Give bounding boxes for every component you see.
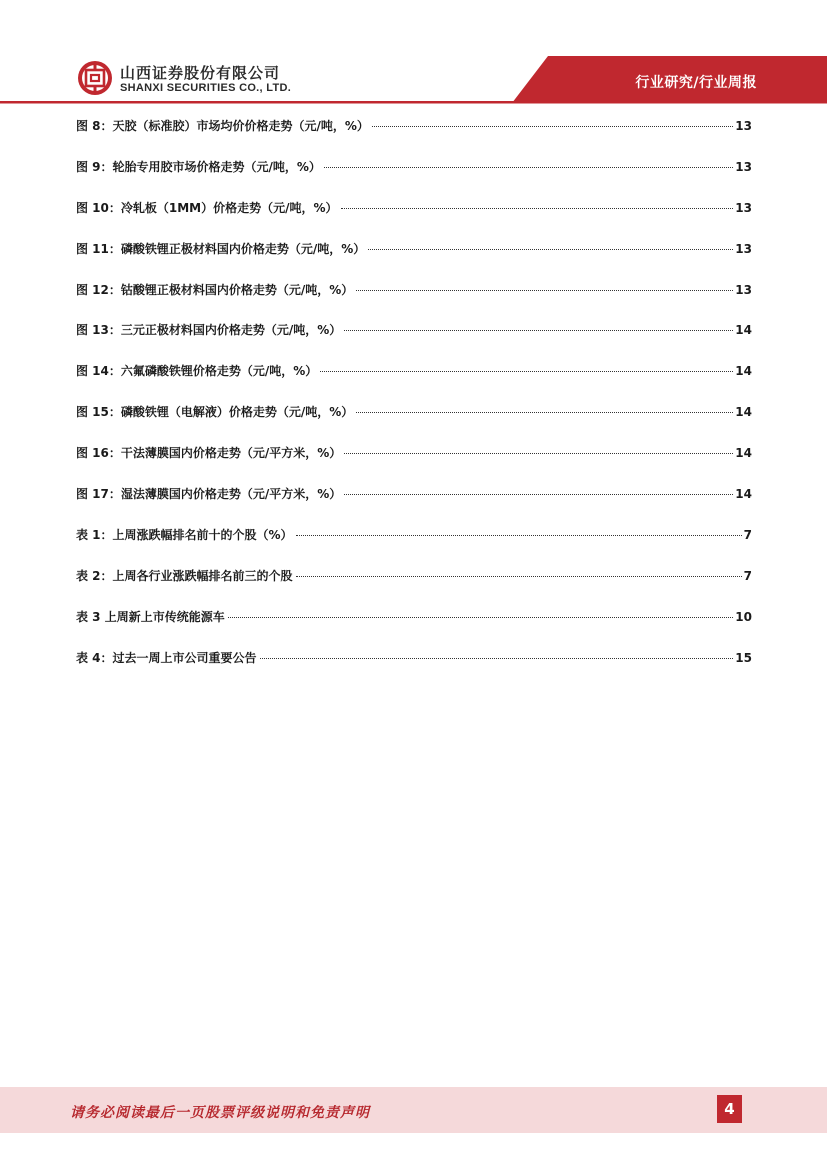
- toc-dot-leader: [228, 616, 734, 618]
- toc-entry-label: 图 9：轮胎专用胶市场价格走势（元/吨，%）: [76, 159, 321, 174]
- toc-entry[interactable]: [76, 480, 752, 521]
- toc-entry-page: 13: [735, 119, 752, 133]
- toc-dot-leader: [356, 411, 733, 413]
- toc-entry-page: 14: [735, 446, 752, 461]
- toc-dot-leader: [372, 125, 733, 127]
- toc-entry-label: 表 2：上周各行业涨跌幅排名前三的个股: [76, 568, 293, 583]
- toc-entry-label: 图 13：三元正极材料国内价格走势（元/吨，%）: [76, 323, 342, 338]
- toc-entry-page: 7: [743, 568, 752, 583]
- toc-dot-leader: [324, 166, 733, 168]
- company-name-cn: 山西证券股份有限公司: [120, 64, 281, 82]
- toc-dot-leader: [356, 289, 733, 291]
- toc-entry-page: 13: [735, 200, 752, 215]
- toc-entry-label: 图 14：六氟磷酸铁锂价格走势（元/吨，%）: [76, 364, 318, 379]
- toc-dot-leader: [296, 534, 742, 536]
- toc-entry-label: 图 17：湿法薄膜国内价格走势（元/平方米，%）: [76, 487, 342, 502]
- toc-entry-page: 14: [735, 405, 752, 420]
- toc-entry[interactable]: [76, 276, 752, 317]
- toc-entry[interactable]: [76, 521, 752, 562]
- toc-entry-label: 表 4：过去一周上市公司重要公告: [76, 650, 257, 665]
- toc-entry[interactable]: [76, 194, 752, 235]
- page-header: [0, 0, 827, 110]
- toc-dot-leader: [260, 657, 734, 659]
- toc-entry-label: 图 11：磷酸铁锂正极材料国内价格走势（元/吨，%）: [76, 241, 366, 256]
- toc-entry[interactable]: [76, 112, 752, 153]
- toc-dot-leader: [344, 493, 733, 495]
- toc-dot-leader: [341, 207, 734, 209]
- toc-entry[interactable]: [76, 316, 752, 357]
- toc-entry-page: 14: [735, 323, 752, 338]
- company-name-en: SHANXI SECURITIES CO., LTD.: [120, 82, 292, 94]
- toc-entry-page: 7: [743, 527, 752, 542]
- toc-entry-label: 表 1：上周涨跌幅排名前十的个股（%）: [76, 527, 293, 542]
- toc-entry[interactable]: [76, 398, 752, 439]
- toc-entry[interactable]: [76, 562, 752, 603]
- toc-entry[interactable]: [76, 439, 752, 480]
- toc-entry-page: 14: [735, 364, 752, 379]
- toc-entry-page: 14: [735, 487, 752, 502]
- toc-dot-leader: [344, 329, 733, 331]
- page-number: 4: [717, 1095, 742, 1123]
- report-type-label: 行业研究/行业周报: [635, 75, 757, 91]
- toc-entry-page: 13: [735, 241, 752, 256]
- toc-dot-leader: [344, 452, 733, 454]
- disclaimer-text: 请务必阅读最后一页股票评级说明和免责声明: [70, 1105, 370, 1121]
- table-of-contents: [76, 112, 752, 684]
- toc-entry-label: 图 16：干法薄膜国内价格走势（元/平方米，%）: [76, 446, 342, 461]
- toc-dot-leader: [320, 370, 733, 372]
- toc-dot-leader: [368, 248, 733, 250]
- toc-entry[interactable]: [76, 235, 752, 276]
- toc-entry[interactable]: [76, 357, 752, 398]
- toc-dot-leader: [296, 575, 742, 577]
- toc-entry-label: 图 15：磷酸铁锂（电解液）价格走势（元/吨，%）: [76, 405, 354, 420]
- toc-entry-page: 10: [735, 609, 752, 624]
- toc-entry[interactable]: [76, 153, 752, 194]
- toc-entry-page: 13: [735, 282, 752, 297]
- toc-entry-page: 15: [735, 650, 752, 665]
- toc-entry-label: 图 10：冷轧板（1MM）价格走势（元/吨，%）: [76, 200, 338, 215]
- toc-entry-label: 图 12：钴酸锂正极材料国内价格走势（元/吨，%）: [76, 282, 354, 297]
- toc-entry[interactable]: [76, 644, 752, 685]
- toc-entry[interactable]: [76, 603, 752, 644]
- toc-entry-label: 表 3 上周新上市传统能源车: [76, 609, 225, 624]
- toc-entry-page: 13: [735, 159, 752, 174]
- toc-entry-label: 图 8：天胶（标准胶）市场均价价格走势（元/吨，%）: [76, 119, 369, 133]
